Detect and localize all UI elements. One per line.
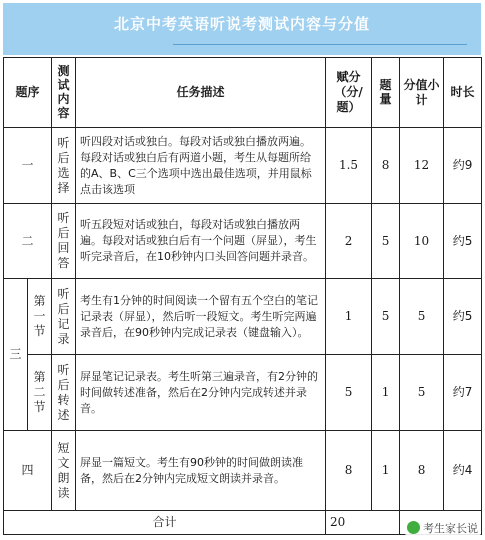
row-description: 屏显笔记记录表。考生听第三遍录音，有2分钟的时间做转述准备，然后在2分钟内完成转述并录音。: [76, 355, 326, 431]
table-row: [4, 204, 482, 279]
header-count: 题量: [372, 58, 400, 128]
header-duration: 时长: [444, 58, 482, 128]
header-content: 测试内容: [52, 58, 76, 128]
row-content: 听后回答: [52, 204, 76, 279]
wechat-icon: [407, 521, 420, 534]
row-content: 短文朗读: [52, 431, 76, 511]
row-duration: 约9: [444, 128, 482, 204]
score-table: [3, 57, 482, 535]
header-score-per: 赋分（分/题）: [326, 58, 372, 128]
row-duration: 约4: [444, 431, 482, 511]
header-row: [4, 58, 482, 128]
row-score: 1.5: [326, 128, 372, 204]
page-title: 北京中考英语听说考测试内容与分值: [113, 15, 370, 33]
row-subtotal: 5: [400, 355, 444, 431]
row-description: 听四段对话或独白。每段对话或独白播放两遍。每段对话或独白后有两道小题，考生从每题所给的A、B、C三个选项中选出最佳选项，并用鼠标点击该选项: [76, 128, 326, 204]
total-label: 合计: [4, 511, 326, 535]
row-description: 考生有1分钟的时间阅读一个留有五个空白的笔记记录表（屏显），然后听一段短文。考生听完两遍录音后，在90秒钟内完成记录表（键盘输入）。: [76, 279, 326, 355]
title-underline: [173, 44, 467, 45]
table-row: [4, 355, 482, 431]
row-subtotal: 8: [400, 431, 444, 511]
watermark: [405, 519, 481, 536]
row-count: 5: [372, 279, 400, 355]
table-row: [4, 279, 482, 355]
title-banner: [3, 3, 481, 55]
row-subtotal: 10: [400, 204, 444, 279]
row-count: 1: [372, 431, 400, 511]
row-score: 8: [326, 431, 372, 511]
row-count: 8: [372, 128, 400, 204]
total-value: 20: [326, 511, 400, 535]
watermark-text: 考生家长说: [423, 522, 478, 535]
row-count: 5: [372, 204, 400, 279]
table-row: [4, 431, 482, 511]
row-duration: 约5: [444, 279, 482, 355]
row-section: 第二节: [28, 355, 52, 431]
row-duration: 约7: [444, 355, 482, 431]
header-seq: 题序: [4, 58, 52, 128]
row-subtotal: 12: [400, 128, 444, 204]
row-seq: 一: [4, 128, 52, 204]
row-score: 2: [326, 204, 372, 279]
row-subtotal: 5: [400, 279, 444, 355]
table-row: [4, 128, 482, 204]
row-seq: 四: [4, 431, 52, 511]
row-count: 1: [372, 355, 400, 431]
row-content: 听后记录: [52, 279, 76, 355]
row-seq: 三: [4, 279, 28, 431]
row-score: 5: [326, 355, 372, 431]
header-task: 任务描述: [76, 58, 326, 128]
row-score: 1: [326, 279, 372, 355]
row-seq: 二: [4, 204, 52, 279]
row-duration: 约5: [444, 204, 482, 279]
row-content: 听后选择: [52, 128, 76, 204]
row-content: 听后转述: [52, 355, 76, 431]
row-section: 第一节: [28, 279, 52, 355]
row-description: 听五段短对话或独白，每段对话或独白播放两遍。每段对话或独白后有一个问题（屏显），考生听完录音后，在10秒钟内口头回答问题并录音。: [76, 204, 326, 279]
header-subtotal: 分值小计: [400, 58, 444, 128]
row-description: 屏显一篇短文。考生有90秒钟的时间做朗读准备，然后在2分钟内完成短文朗读并录音。: [76, 431, 326, 511]
